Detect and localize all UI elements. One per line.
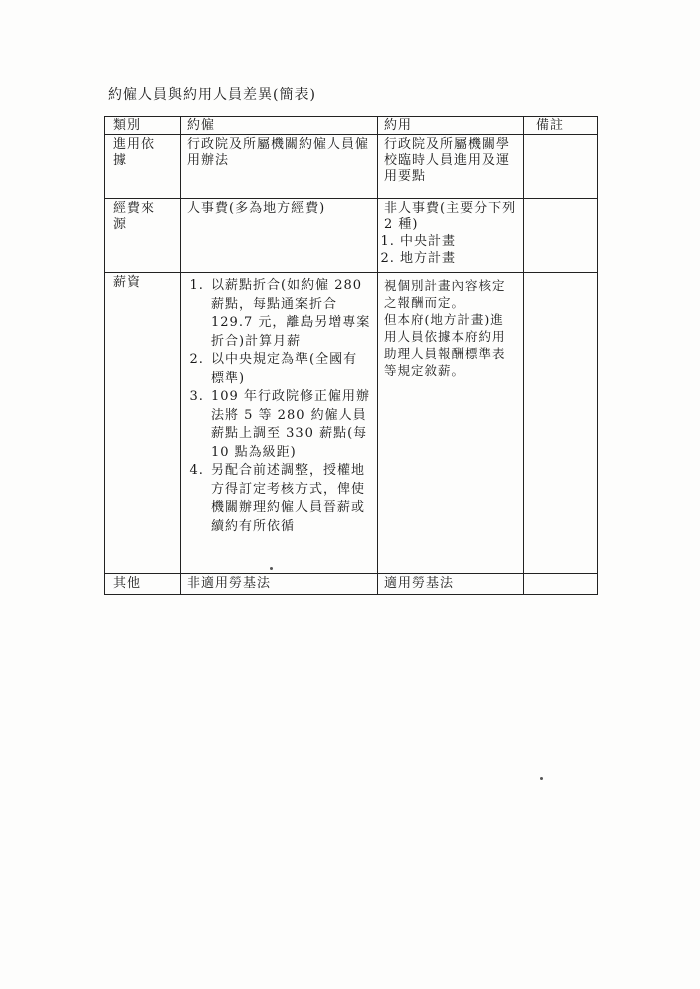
header-contract-used-label: 約用 [384,118,413,133]
cell-funding-contract-hired [181,199,378,273]
header-cell-category [105,117,181,135]
cell-basis-contract-hired [181,135,378,199]
cell-other-remarks [524,574,598,595]
other-contract-hired-text: 非適用勞基法 [187,576,272,591]
cell-salary-category [105,273,181,574]
cell-basis-contract-used [378,135,524,199]
table-row-funding [105,199,598,273]
list-item: 4. 另配合前述調整，授權地方得訂定考核方式，俾使機關辦理約僱人員晉薪或續約有所依循 [209,462,371,536]
header-cell-contract-used [378,117,524,135]
cell-other-category [105,574,181,595]
list-item: 1. 中央計畫 [400,233,517,250]
cell-salary-remarks [524,273,598,574]
header-contract-hired-label: 約僱 [187,118,216,133]
basis-category-label: 進用依據 [113,137,156,168]
cell-funding-category [105,199,181,273]
cell-salary-contract-used [378,273,524,574]
document-title: 約僱人員與約用人員差異(簡表) [108,87,316,103]
funding-contract-used-list [378,233,523,267]
other-remarks-text [524,574,597,576]
table-row-salary [105,273,598,574]
cell-funding-remarks [524,199,598,273]
table-row-other [105,574,598,595]
salary-contract-used-para-2: 但本府(地方計畫)進用人員依據本府約用助理人員報酬標準表等規定敘薪。 [384,312,506,378]
header-remarks-label: 備註 [536,118,565,133]
basis-contract-hired-text: 行政院及所屬機關約僱人員僱用辦法 [187,137,370,168]
cell-other-contract-hired [181,574,378,595]
salary-contract-used-text [378,273,523,379]
funding-remarks-text [524,199,597,201]
table-header-row [105,117,598,135]
salary-contract-used-para-1: 視個別計畫內容核定之報酬而定。 [384,278,506,310]
salary-remarks-text [524,273,597,275]
cell-salary-contract-hired [181,273,378,574]
scan-speck [270,567,273,570]
basis-contract-used-text: 行政院及所屬機關學校臨時人員進用及運用要點 [384,137,511,184]
other-category-label: 其他 [113,576,142,591]
table-row-basis [105,135,598,199]
header-cell-remarks [524,117,598,135]
scan-speck [540,777,543,780]
funding-category-label: 經費來源 [113,201,156,232]
header-cell-contract-hired [181,117,378,135]
list-item: 2. 地方計畫 [400,250,517,267]
header-category-label: 類別 [113,118,142,133]
cell-other-contract-used [378,574,524,595]
salary-category-label: 薪資 [113,275,142,290]
cell-basis-category [105,135,181,199]
other-contract-used-text: 適用勞基法 [384,576,455,591]
cell-basis-remarks [524,135,598,199]
cell-funding-contract-used [378,199,524,273]
funding-contract-hired-text: 人事費(多為地方經費) [187,201,326,216]
list-item: 1. 以薪點折合(如約僱 280 薪點，每點通案折合 129.7 元，離島另增專案折合)計算月薪 [209,277,371,351]
comparison-table [104,116,598,595]
funding-contract-used-intro: 非人事費(主要分下列 2 種) [384,201,517,232]
basis-remarks-text [524,135,597,137]
list-item: 3. 109 年行政院修正僱用辦法將 5 等 280 約僱人員薪點上調至 330 薪點(每 10 點為級距) [209,388,371,462]
list-item: 2. 以中央規定為準(全國有標準) [209,351,371,388]
salary-contract-hired-list [181,273,377,536]
